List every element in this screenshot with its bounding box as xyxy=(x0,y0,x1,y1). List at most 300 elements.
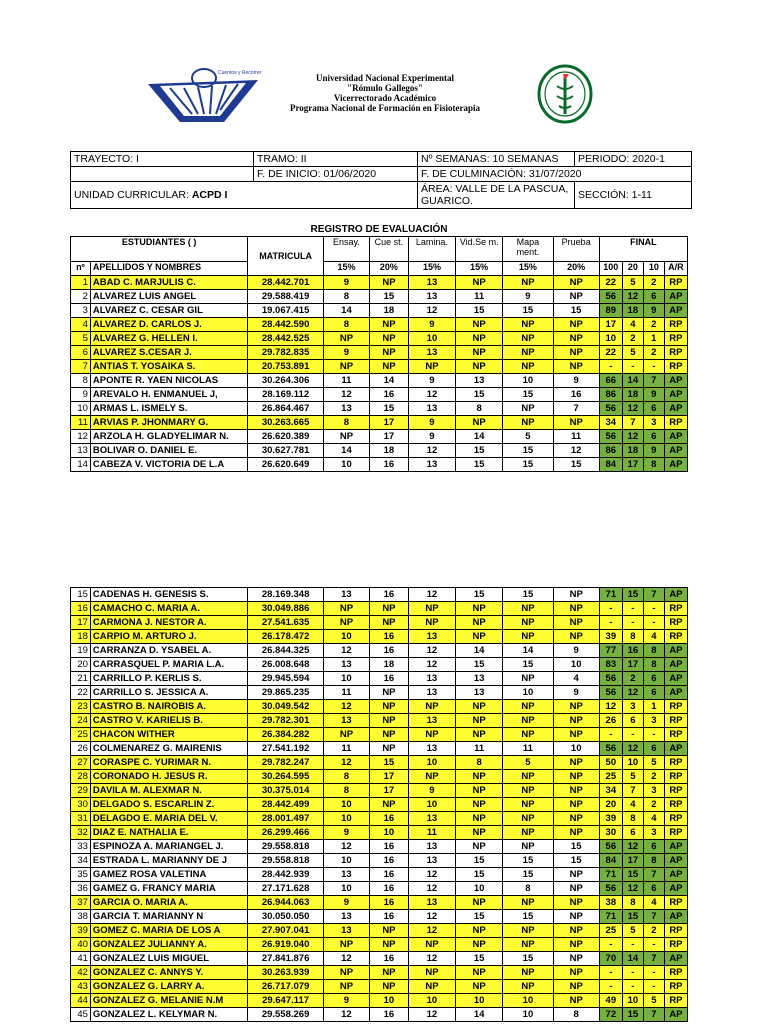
table-cell: NP xyxy=(503,896,553,910)
table-cell: 3 xyxy=(643,416,664,430)
table-cell: NP xyxy=(456,714,503,728)
table-cell: 15 xyxy=(370,402,409,416)
table-cell: 1 xyxy=(643,700,664,714)
table-cell: 19.067.415 xyxy=(248,304,324,318)
table-cell: 7 xyxy=(622,416,643,430)
table-cell: NP xyxy=(553,994,599,1008)
table-cell: 29.558.818 xyxy=(248,840,324,854)
table-cell: 12 xyxy=(408,304,455,318)
table-cell: 56 xyxy=(599,290,622,304)
table-cell: AP xyxy=(664,742,687,756)
table-cell: 4 xyxy=(643,812,664,826)
table-cell: 8 xyxy=(643,644,664,658)
table-cell: 16 xyxy=(370,896,409,910)
table-cell: 30.627.781 xyxy=(248,444,324,458)
table-cell: 6 xyxy=(622,714,643,728)
table-cell: NP xyxy=(503,346,553,360)
table-cell: 17 xyxy=(622,658,643,672)
table-cell: 10 xyxy=(323,630,369,644)
table-cell: RP xyxy=(664,714,687,728)
table-cell: NP xyxy=(553,812,599,826)
table-cell: 24 xyxy=(71,714,91,728)
table-row xyxy=(71,840,688,854)
table-cell: 8 xyxy=(323,784,369,798)
table-cell: 14 xyxy=(323,444,369,458)
table-cell: 22 xyxy=(599,346,622,360)
table-cell: RP xyxy=(664,346,687,360)
table-cell: NP xyxy=(553,882,599,896)
table-row xyxy=(71,332,688,346)
table-cell: 13 xyxy=(323,658,369,672)
table-cell: 14 xyxy=(456,1008,503,1022)
table-cell: 10 xyxy=(456,882,503,896)
table-cell: 9 xyxy=(323,276,369,290)
table-cell: - xyxy=(599,980,622,994)
table-cell: 16 xyxy=(622,644,643,658)
table-cell: ALVAREZ G. HELLEN I. xyxy=(90,332,247,346)
table-cell: 12 xyxy=(408,658,455,672)
table-cell: 5 xyxy=(643,994,664,1008)
table-cell: 28.169.348 xyxy=(248,588,324,602)
table-cell: - xyxy=(599,728,622,742)
table-cell: NP xyxy=(370,798,409,812)
table-cell: 14 xyxy=(71,458,91,472)
table-cell: 28.442.939 xyxy=(248,868,324,882)
table-cell: 13 xyxy=(323,714,369,728)
table-cell: 28.001.497 xyxy=(248,812,324,826)
table-cell: CARRASQUEL P. MARIA L.A. xyxy=(90,658,247,672)
table-cell: 15 xyxy=(456,588,503,602)
table-cell: 11 xyxy=(71,416,91,430)
table-cell: 14 xyxy=(323,304,369,318)
table-cell: 2 xyxy=(643,318,664,332)
table-cell: 34 xyxy=(599,784,622,798)
table-cell: 6 xyxy=(643,672,664,686)
table-cell: 77 xyxy=(599,644,622,658)
table-cell: COLMENAREZ G. MAIRENIS xyxy=(90,742,247,756)
institution-name: Universidad Nacional Experimental "Rómulo Gallegos" Vicerrectorado Académico Programa Nacional de Formación en Fisioterapia xyxy=(289,73,481,113)
table-row xyxy=(71,374,688,388)
table-cell: NP xyxy=(553,360,599,374)
course-info-table xyxy=(70,151,692,209)
table-cell: 16 xyxy=(370,644,409,658)
table-cell: RP xyxy=(664,784,687,798)
table-cell: NP xyxy=(370,980,409,994)
table-cell: 12 xyxy=(323,756,369,770)
table-cell: NP xyxy=(456,728,503,742)
table-cell: 7 xyxy=(643,374,664,388)
table-row xyxy=(71,644,688,658)
table-cell: 70 xyxy=(599,952,622,966)
table-cell: 8 xyxy=(323,318,369,332)
table-cell: 13 xyxy=(71,444,91,458)
table-cell: NP xyxy=(456,630,503,644)
table-cell: 12 xyxy=(408,1008,455,1022)
table-cell: 34 xyxy=(599,416,622,430)
table-cell: NP xyxy=(553,798,599,812)
document-header xyxy=(0,0,768,140)
table-cell: NP xyxy=(370,686,409,700)
table-cell: 8 xyxy=(456,756,503,770)
table-cell: 12 xyxy=(323,644,369,658)
table-cell: RP xyxy=(664,318,687,332)
table-cell: 29.782.835 xyxy=(248,346,324,360)
table-cell: - xyxy=(622,602,643,616)
table-cell: 29 xyxy=(71,784,91,798)
table-cell: 12 xyxy=(408,644,455,658)
table-row xyxy=(71,276,688,290)
table-cell: 13 xyxy=(408,402,455,416)
table-cell: 6 xyxy=(643,882,664,896)
table-cell: CARMONA J. NESTOR A. xyxy=(90,616,247,630)
table-cell: 29.945.594 xyxy=(248,672,324,686)
table-cell: NP xyxy=(553,868,599,882)
table-cell: AP xyxy=(664,658,687,672)
table-cell: 28 xyxy=(71,770,91,784)
table-cell: NP xyxy=(503,332,553,346)
table-cell: 35 xyxy=(71,868,91,882)
table-cell: NP xyxy=(553,784,599,798)
table-cell: 30.264.306 xyxy=(248,374,324,388)
table-cell: 17 xyxy=(370,770,409,784)
table-cell: 27 xyxy=(71,756,91,770)
table-cell: 2 xyxy=(622,332,643,346)
table-row xyxy=(71,602,688,616)
apellidos-header: APELLIDOS Y NOMBRES xyxy=(90,262,247,276)
table-cell: NP xyxy=(456,332,503,346)
table-cell: NP xyxy=(370,276,409,290)
table-cell: GAMEZ G. FRANCY MARIA xyxy=(90,882,247,896)
table-cell: NP xyxy=(553,346,599,360)
table-cell: 40 xyxy=(71,938,91,952)
table-cell: 5 xyxy=(503,430,553,444)
registro-title: REGISTRO DE EVALUACIÓN xyxy=(310,224,448,235)
table-cell: AP xyxy=(664,1008,687,1022)
table-cell: 12 xyxy=(408,910,455,924)
table-cell: 27.841.876 xyxy=(248,952,324,966)
table-row xyxy=(71,770,688,784)
table-cell: RP xyxy=(664,630,687,644)
table-cell: 15 xyxy=(503,854,553,868)
table-cell: NP xyxy=(456,616,503,630)
table-cell: - xyxy=(643,728,664,742)
table-cell: 11 xyxy=(456,742,503,756)
table-cell: 10 xyxy=(408,994,455,1008)
trayecto-cell: TRAYECTO: I xyxy=(71,152,254,167)
table-cell: 6 xyxy=(643,290,664,304)
table-cell: AP xyxy=(664,672,687,686)
table-cell: RP xyxy=(664,966,687,980)
table-cell: NP xyxy=(456,826,503,840)
table-cell: 12 xyxy=(323,388,369,402)
table-cell: ESPINOZA A. MARIANGEL J. xyxy=(90,840,247,854)
tramo-cell: TRAMO: II xyxy=(254,152,418,167)
table-cell: 26.299.466 xyxy=(248,826,324,840)
table-cell: NP xyxy=(456,938,503,952)
table-cell: 86 xyxy=(599,444,622,458)
table-cell: 5 xyxy=(622,770,643,784)
table-cell: 26 xyxy=(71,742,91,756)
table-cell: NP xyxy=(553,602,599,616)
table-cell: NP xyxy=(456,602,503,616)
table-cell: 56 xyxy=(599,686,622,700)
table-cell: 10 xyxy=(408,756,455,770)
table-cell: 10 xyxy=(553,742,599,756)
table-cell: 1 xyxy=(71,276,91,290)
table-cell: 17 xyxy=(599,318,622,332)
table-cell: 2 xyxy=(643,924,664,938)
table-cell: NP xyxy=(553,700,599,714)
table-cell: 15 xyxy=(622,868,643,882)
table-cell: 71 xyxy=(599,910,622,924)
table-cell: 30 xyxy=(71,798,91,812)
table-cell: - xyxy=(643,360,664,374)
table-cell: - xyxy=(622,616,643,630)
table-cell: 4 xyxy=(622,798,643,812)
table-cell: 2 xyxy=(643,276,664,290)
table-cell: 13 xyxy=(408,854,455,868)
table-cell: 6 xyxy=(643,742,664,756)
cuest-header: Cue st. xyxy=(370,237,409,262)
table-cell: 14 xyxy=(622,374,643,388)
table-cell: 26.620.649 xyxy=(248,458,324,472)
table-cell: 12 xyxy=(622,742,643,756)
table-cell: NP xyxy=(323,616,369,630)
table-cell: 15 xyxy=(503,588,553,602)
table-cell: 13 xyxy=(408,896,455,910)
table-cell: NP xyxy=(323,938,369,952)
table-cell: 15 xyxy=(503,444,553,458)
table-cell: 4 xyxy=(643,896,664,910)
table-cell: NP xyxy=(456,784,503,798)
table-cell: NP xyxy=(408,938,455,952)
table-cell: 12 xyxy=(323,840,369,854)
table-cell: NP xyxy=(553,980,599,994)
table-cell: 32 xyxy=(71,826,91,840)
table-row xyxy=(71,910,688,924)
periodo-cell: PERIODO: 2020-1 xyxy=(575,152,692,167)
nro-header: nº xyxy=(71,262,91,276)
table-cell: 36 xyxy=(71,882,91,896)
table-row xyxy=(71,318,688,332)
table-cell: NP xyxy=(456,346,503,360)
table-cell: 12 xyxy=(622,882,643,896)
table-cell: 30.049.542 xyxy=(248,700,324,714)
table-cell: NP xyxy=(456,360,503,374)
table-cell: AP xyxy=(664,430,687,444)
table-cell: 26 xyxy=(599,714,622,728)
table-cell: - xyxy=(599,966,622,980)
table-row xyxy=(71,658,688,672)
table-cell: 15 xyxy=(503,458,553,472)
table-cell: NP xyxy=(456,896,503,910)
table-cell: CARRILLO P. KERLIS S. xyxy=(90,672,247,686)
table-cell: 30.375.014 xyxy=(248,784,324,798)
table-cell: - xyxy=(643,938,664,952)
table-cell: NP xyxy=(408,360,455,374)
table-cell: NP xyxy=(370,346,409,360)
table-cell: NP xyxy=(370,332,409,346)
table-cell: 9 xyxy=(643,388,664,402)
table-cell: NP xyxy=(553,896,599,910)
table-cell: RP xyxy=(664,980,687,994)
table-cell: 17 xyxy=(370,784,409,798)
table-cell: 12 xyxy=(323,952,369,966)
table-cell: RP xyxy=(664,924,687,938)
table-cell: BOLIVAR O. DANIEL E. xyxy=(90,444,247,458)
physiotherapy-logo-icon xyxy=(535,64,595,124)
table-cell: 3 xyxy=(643,714,664,728)
table-cell: 11 xyxy=(323,686,369,700)
table-row xyxy=(71,728,688,742)
table-cell: RP xyxy=(664,700,687,714)
table-row xyxy=(71,966,688,980)
table-cell: 13 xyxy=(408,630,455,644)
table-row xyxy=(71,826,688,840)
table-cell: 8 xyxy=(553,1008,599,1022)
table-cell: 15 xyxy=(503,868,553,882)
table-cell: 26.844.325 xyxy=(248,644,324,658)
table-cell: RP xyxy=(664,276,687,290)
table-cell: NP xyxy=(370,966,409,980)
table-cell: 6 xyxy=(71,346,91,360)
table-cell: 9 xyxy=(643,304,664,318)
table-cell: 4 xyxy=(643,630,664,644)
table-cell: NP xyxy=(553,616,599,630)
table-cell: - xyxy=(599,602,622,616)
table-cell: 15 xyxy=(71,588,91,602)
table-cell: 56 xyxy=(599,402,622,416)
table-cell: - xyxy=(622,966,643,980)
table-cell: 16 xyxy=(370,952,409,966)
table-cell: 15 xyxy=(370,756,409,770)
table-cell: NP xyxy=(553,714,599,728)
table-cell: 50 xyxy=(599,756,622,770)
table-cell: 21 xyxy=(71,672,91,686)
table-cell: 11 xyxy=(408,826,455,840)
table-cell: 28.442.525 xyxy=(248,332,324,346)
table-cell: ARVIAS P. JHONMARY G. xyxy=(90,416,247,430)
table-cell: NP xyxy=(323,980,369,994)
table-cell: NP xyxy=(553,966,599,980)
table-cell: 16 xyxy=(370,1008,409,1022)
table-row xyxy=(71,402,688,416)
table-cell: NP xyxy=(456,700,503,714)
table-cell: AP xyxy=(664,868,687,882)
grades-body-1 xyxy=(71,276,688,472)
table-cell: 45 xyxy=(71,1008,91,1022)
table-cell: 18 xyxy=(71,630,91,644)
table-cell: 10 xyxy=(553,658,599,672)
table-cell: RP xyxy=(664,770,687,784)
table-cell: GONZALEZ C. ANNYS Y. xyxy=(90,966,247,980)
table-cell: DELAGDO E. MARIA DEL V. xyxy=(90,812,247,826)
table-cell: 4 xyxy=(71,318,91,332)
table-cell: 10 xyxy=(503,374,553,388)
table-cell: 31 xyxy=(71,812,91,826)
table-cell: 15 xyxy=(553,854,599,868)
table-row xyxy=(71,444,688,458)
table-cell: - xyxy=(622,980,643,994)
table-row xyxy=(71,812,688,826)
table-cell: 11 xyxy=(553,430,599,444)
table-cell: 27.171.628 xyxy=(248,882,324,896)
grades-body-2 xyxy=(71,588,688,1022)
table-cell: 10 xyxy=(323,882,369,896)
mapa-header: Mapa ment. xyxy=(503,237,553,262)
table-cell: NP xyxy=(503,728,553,742)
table-cell: NP xyxy=(503,826,553,840)
table-cell: 8 xyxy=(643,658,664,672)
table-cell: GONZALEZ G. LARRY A. xyxy=(90,980,247,994)
table-cell: GONZALEZ LUIS MIGUEL xyxy=(90,952,247,966)
lamina-header: Lamina. xyxy=(408,237,455,262)
table-cell: 16 xyxy=(370,868,409,882)
table-cell: NP xyxy=(503,938,553,952)
table-cell: 7 xyxy=(643,952,664,966)
table-cell: 16 xyxy=(370,630,409,644)
table-cell: 12 xyxy=(323,700,369,714)
table-cell: 15 xyxy=(456,910,503,924)
table-cell: NP xyxy=(370,602,409,616)
table-cell: 18 xyxy=(370,304,409,318)
table-cell: NP xyxy=(553,416,599,430)
table-cell: 71 xyxy=(599,588,622,602)
table-cell: 84 xyxy=(599,854,622,868)
table-cell: NP xyxy=(408,700,455,714)
table-cell: 6 xyxy=(643,840,664,854)
table-cell: - xyxy=(622,360,643,374)
table-cell: 17 xyxy=(622,854,643,868)
table-cell: 15 xyxy=(503,388,553,402)
table-cell: CABEZA V. VICTORIA DE L.A xyxy=(90,458,247,472)
table-cell: 9 xyxy=(323,346,369,360)
table-cell: 56 xyxy=(599,430,622,444)
table-cell: 8 xyxy=(622,812,643,826)
table-cell: 12 xyxy=(622,686,643,700)
table-cell: 8 xyxy=(456,402,503,416)
table-cell: 15 xyxy=(456,444,503,458)
table-cell: 26.919.040 xyxy=(248,938,324,952)
fecha-inicio-cell: F. DE INICIO: 01/06/2020 xyxy=(254,167,418,182)
table-row xyxy=(71,784,688,798)
table-cell: 41 xyxy=(71,952,91,966)
table-cell: 15 xyxy=(503,952,553,966)
table-cell: 12 xyxy=(408,444,455,458)
table-cell: 30.263.939 xyxy=(248,966,324,980)
table-cell: RP xyxy=(664,826,687,840)
table-cell: AP xyxy=(664,290,687,304)
table-cell: 33 xyxy=(71,840,91,854)
table-row xyxy=(71,924,688,938)
table-cell: 5 xyxy=(71,332,91,346)
table-cell: 9 xyxy=(408,318,455,332)
table-cell: 15 xyxy=(503,304,553,318)
table-cell: 56 xyxy=(599,672,622,686)
table-row xyxy=(71,360,688,374)
table-cell: 10 xyxy=(408,332,455,346)
table-cell: GARCIA O. MARIA A. xyxy=(90,896,247,910)
table-cell: NP xyxy=(553,770,599,784)
table-cell: 4 xyxy=(553,672,599,686)
table-cell: 28.442.701 xyxy=(248,276,324,290)
table-cell: 13 xyxy=(323,924,369,938)
table-cell: 13 xyxy=(456,374,503,388)
table-cell: 29.588.419 xyxy=(248,290,324,304)
table-cell: NP xyxy=(503,784,553,798)
table-cell: 15 xyxy=(503,658,553,672)
table-cell: 17 xyxy=(370,430,409,444)
